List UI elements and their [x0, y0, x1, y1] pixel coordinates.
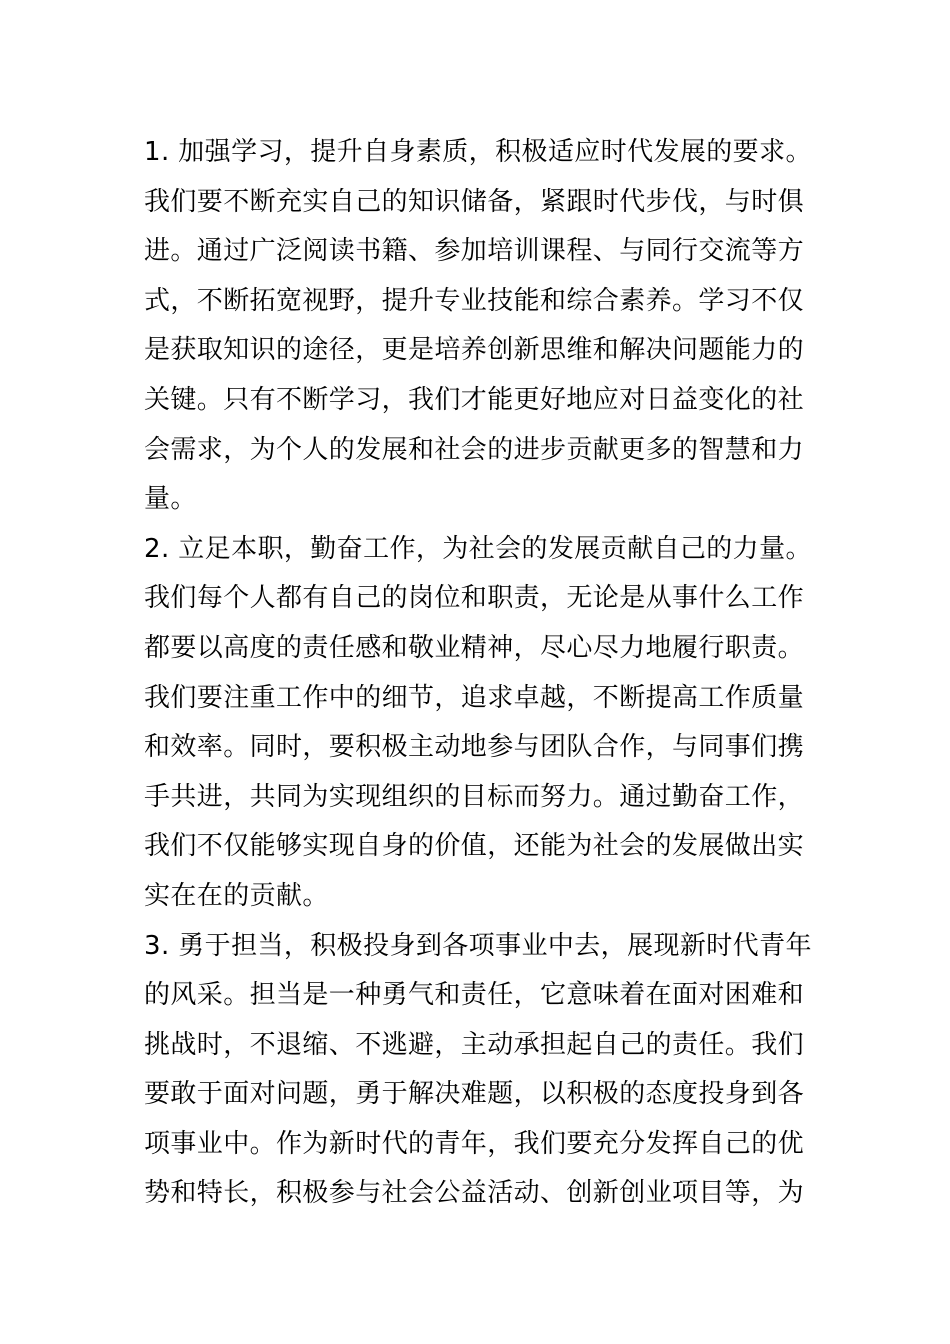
- text-line: 的风采。担当是一种勇气和责任，它意味着在面对困难和: [144, 980, 805, 1011]
- text-line: 是获取知识的途径，更是培养创新思维和解决问题能力的: [144, 335, 805, 366]
- text-line: 我们要不断充实自己的知识储备，紧跟时代步伐，与时俱: [144, 186, 805, 217]
- text-line: 会需求，为个人的发展和社会的进步贡献更多的智慧和力: [144, 434, 805, 465]
- text-line: 项事业中。作为新时代的青年，我们要充分发挥自己的优: [144, 1128, 805, 1159]
- text-line: 我们不仅能够实现自身的价值，还能为社会的发展做出实: [144, 831, 805, 862]
- text-line: 1. 加强学习，提升自身素质，积极适应时代发展的要求。: [144, 137, 812, 167]
- text-line: 量。: [144, 484, 197, 515]
- text-line: 关键。只有不断学习，我们才能更好地应对日益变化的社: [144, 384, 805, 415]
- text-line: 我们要注重工作中的细节，追求卓越，不断提高工作质量: [144, 682, 805, 713]
- text-line: 3. 勇于担当，积极投身到各项事业中去，展现新时代青年: [144, 930, 812, 961]
- text-line: 式，不断拓宽视野，提升专业技能和综合素养。学习不仅: [144, 285, 805, 316]
- document-body: [144, 128, 812, 1219]
- text-line: 势和特长，积极参与社会公益活动、创新创业项目等，为: [144, 1178, 805, 1209]
- text-line: 进。通过广泛阅读书籍、参加培训课程、与同行交流等方: [144, 236, 805, 267]
- text-line: 2. 立足本职，勤奋工作，为社会的发展贡献自己的力量。: [144, 533, 812, 564]
- text-line: 我们每个人都有自己的岗位和职责，无论是从事什么工作: [144, 583, 805, 614]
- text-line: 实在在的贡献。: [144, 880, 329, 911]
- text-line: 挑战时，不退缩、不逃避，主动承担起自己的责任。我们: [144, 1029, 805, 1060]
- text-line: 都要以高度的责任感和敬业精神，尽心尽力地履行职责。: [144, 632, 805, 663]
- text-line: 和效率。同时，要积极主动地参与团队合作，与同事们携: [144, 732, 805, 763]
- text-line: 手共进，共同为实现组织的目标而努力。通过勤奋工作，: [144, 781, 805, 812]
- text-line: 要敢于面对问题，勇于解决难题，以积极的态度投身到各: [144, 1079, 805, 1110]
